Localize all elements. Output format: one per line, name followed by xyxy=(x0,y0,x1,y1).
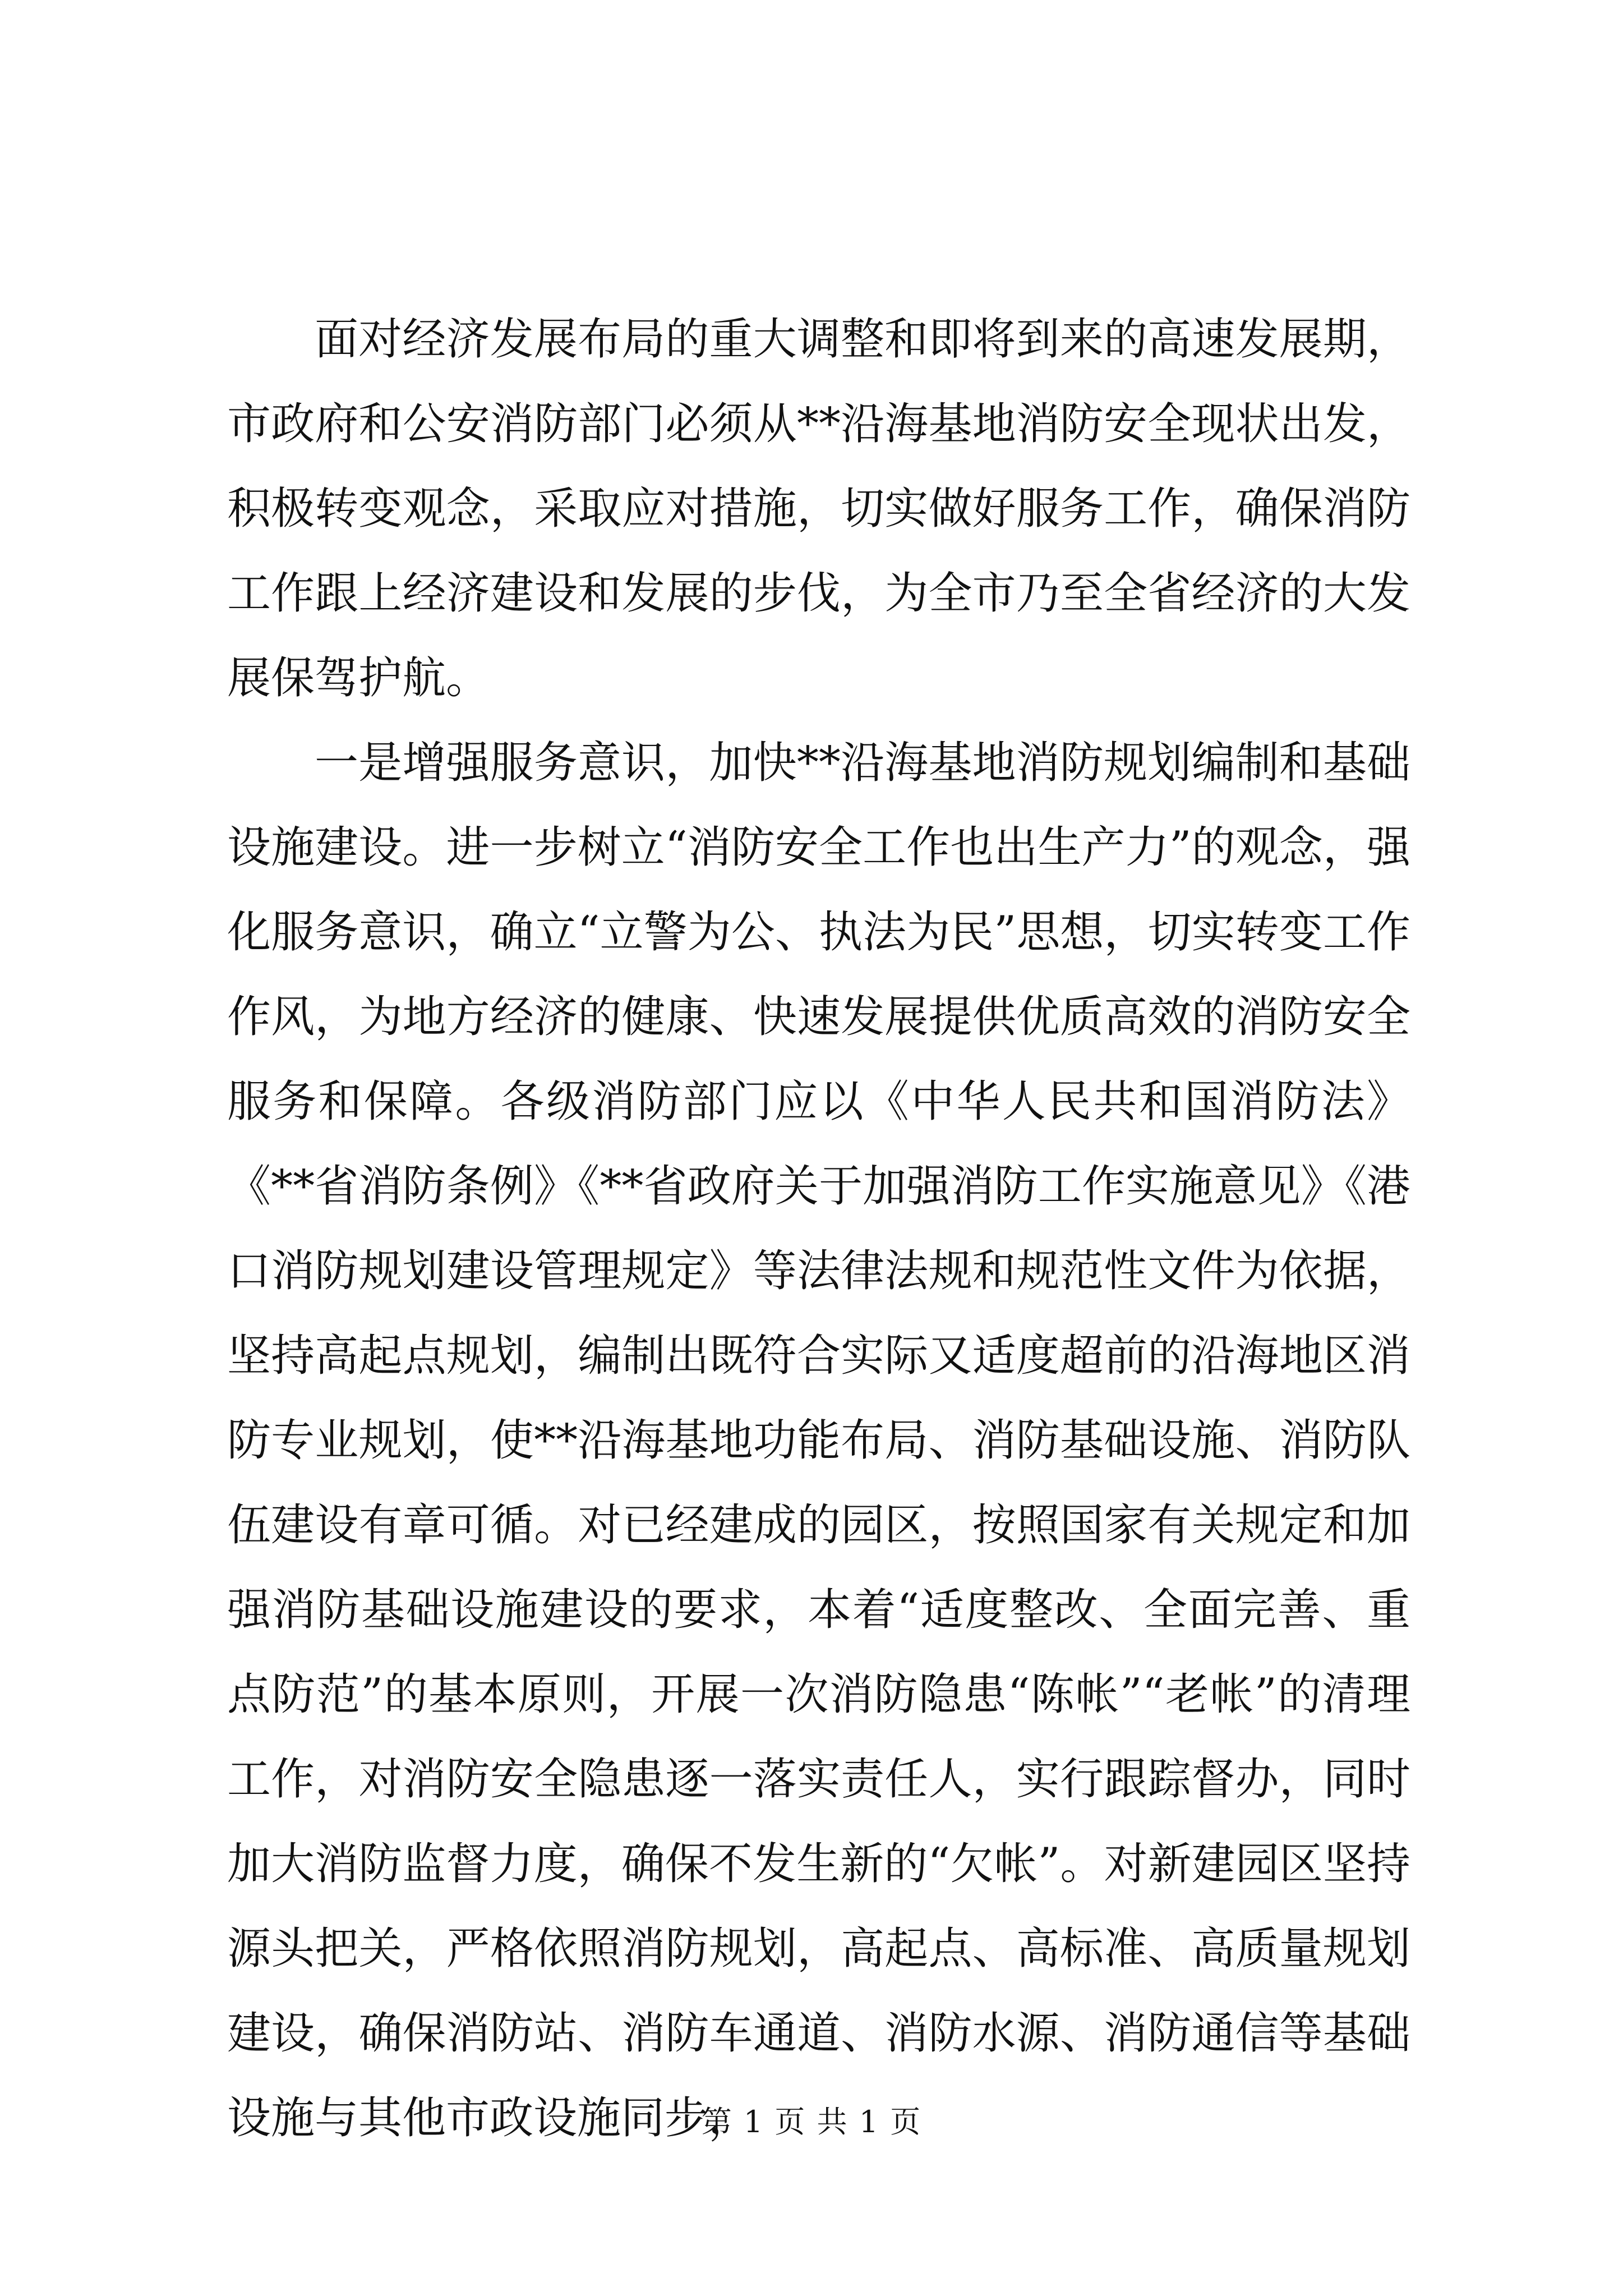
document-body xyxy=(227,297,1410,2161)
paragraph-intro: 面对经济发展布局的重大调整和即将到来的高速发展期，市政府和公安消防部门必须从**沿海基地消防安全现状出发，积极转变观念，采取应对措施，切实做好服务工作，确保消防工作跟上经济建设和发展的步伐，为全市乃至全省经济的大发展保驾护航。 xyxy=(227,314,1410,703)
page-footer: 第 1 页 共 1 页 xyxy=(701,2104,922,2139)
paragraph-service-awareness: 一是增强服务意识，加快**沿海基地消防规划编制和基础设施建设。进一步树立“消防安全工作也出生产力”的观念，强化服务意识，确立“立警为公、执法为民”思想，切实转变工作作风，为地方经济的健康、快速发展提供优质高效的消防安全服务和保障。各级消防部门应以《中华人民共和国消防法》《**省消防条例》《**省政府关于加强消防工作实施意见》《港口消防规划建设管理规定》等法律法规和规范性文件为依据，坚持高起点规划，编制出既符合实际又适度超前的沿海地区消防专业规划，使**沿海基地功能布局、消防基础设施、消防队伍建设有章可循。对已经建成的园区，按照国家有关规定和加强消防基础设施建设的要求，本着“适度整改、全面完善、重点防范”的基本原则，开展一次消防隐患“陈帐”“老帐”的清理工作，对消防安全隐患逐一落实责任人，实行跟踪督办，同时加大消防监督力度，确保不发生新的“欠帐”。对新建园区坚持源头把关，严格依照消防规划，高起点、高标准、高质量规划建设，确保消防站、消防车通道、消防水源、消防通信等基础设施与其他市政设施同步， xyxy=(227,738,1410,2143)
